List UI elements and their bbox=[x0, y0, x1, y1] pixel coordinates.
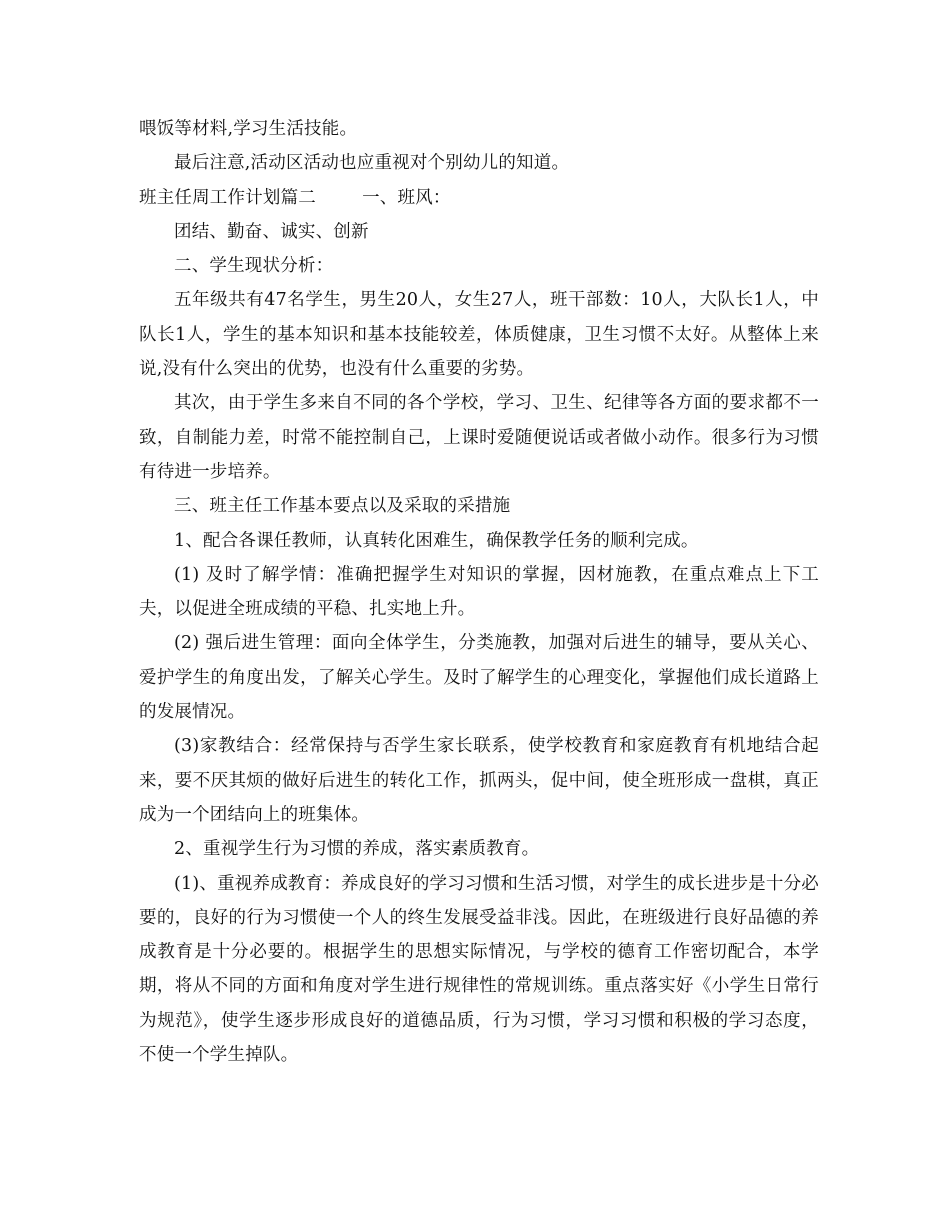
paragraph-secondly: 其次，由于学生多来自不同的各个学校，学习、卫生、纪律等各方面的要求都不一致，自制能力差，时常不能控制自己，上课时爱随便说话或者做小动作。很多行为习惯有待进一步培养。 bbox=[139, 393, 819, 482]
item-2-behavior-habits: 2、重视学生行为习惯的养成，落实素质教育。 bbox=[174, 839, 540, 860]
item-1-cooperate-teachers: 1、配合各课任教师，认真转化困难生，确保教学任务的顺利完成。 bbox=[174, 530, 699, 551]
heading-work-points: 三、班主任工作基本要点以及采取的采措施 bbox=[174, 496, 511, 517]
paragraph-class-stats: 五年级共有47名学生，男生20人，女生27人，班干部数：10人，大队长1人，中队长1人，学生的基本知识和基本技能较差，体质健康，卫生习惯不太好。从整体上来说,没有什么突出的优势，也没有什么重要的劣势。 bbox=[139, 290, 819, 380]
section-heading-plan-two: 班主任周工作计划篇二 一、班风： bbox=[139, 187, 451, 208]
subitem-3-home-school: (3)家教结合：经常保持与否学生家长联系，使学校教育和家庭教育有机地结合起来，要不厌其烦的做好后进生的转化工作，抓两头，促中间，使全班形成一盘棋，真正成为一个团结向上的班集体。 bbox=[139, 736, 819, 825]
paragraph-final-note: 最后注意,活动区活动也应重视对个别幼儿的知道。 bbox=[174, 153, 570, 174]
heading-student-analysis: 二、学生现状分析： bbox=[174, 256, 334, 277]
paragraph-feeding-materials: 喂饭等材料,学习生活技能。 bbox=[139, 119, 358, 139]
document-body bbox=[139, 112, 819, 1072]
subitem-1-habit-education: (1)、重视养成教育：养成良好的学习习惯和生活习惯，对学生的成长进步是十分必要的，良好的行为习惯使一个人的终生发展受益非浅。因此，在班级进行良好品德的养成教育是十分必要的。根据学生的思想实际情况，与学校的德育工作密切配合，本学期，将从不同的方面和角度对学生进行规律性的常规训练。重点落实好《小学生日常行为规范》，使学生逐步形成良好的道德品质，行为习惯，学习习惯和积极的学习态度，不使一个学生掉队。 bbox=[139, 873, 819, 1066]
paragraph-class-motto: 团结、勤奋、诚实、创新 bbox=[174, 221, 369, 242]
subitem-1-learning-status: (1) 及时了解学情：准确把握学生对知识的掌握，因材施教，在重点难点上下工夫，以促进全班成绩的平稳、扎实地上升。 bbox=[139, 564, 819, 620]
subitem-2-lagging-students: (2) 强后进生管理：面向全体学生，分类施教，加强对后进生的辅导，要从关心、爱护学生的角度出发，了解关心学生。及时了解学生的心理变化，掌握他们成长道路上的发展情况。 bbox=[139, 633, 819, 723]
